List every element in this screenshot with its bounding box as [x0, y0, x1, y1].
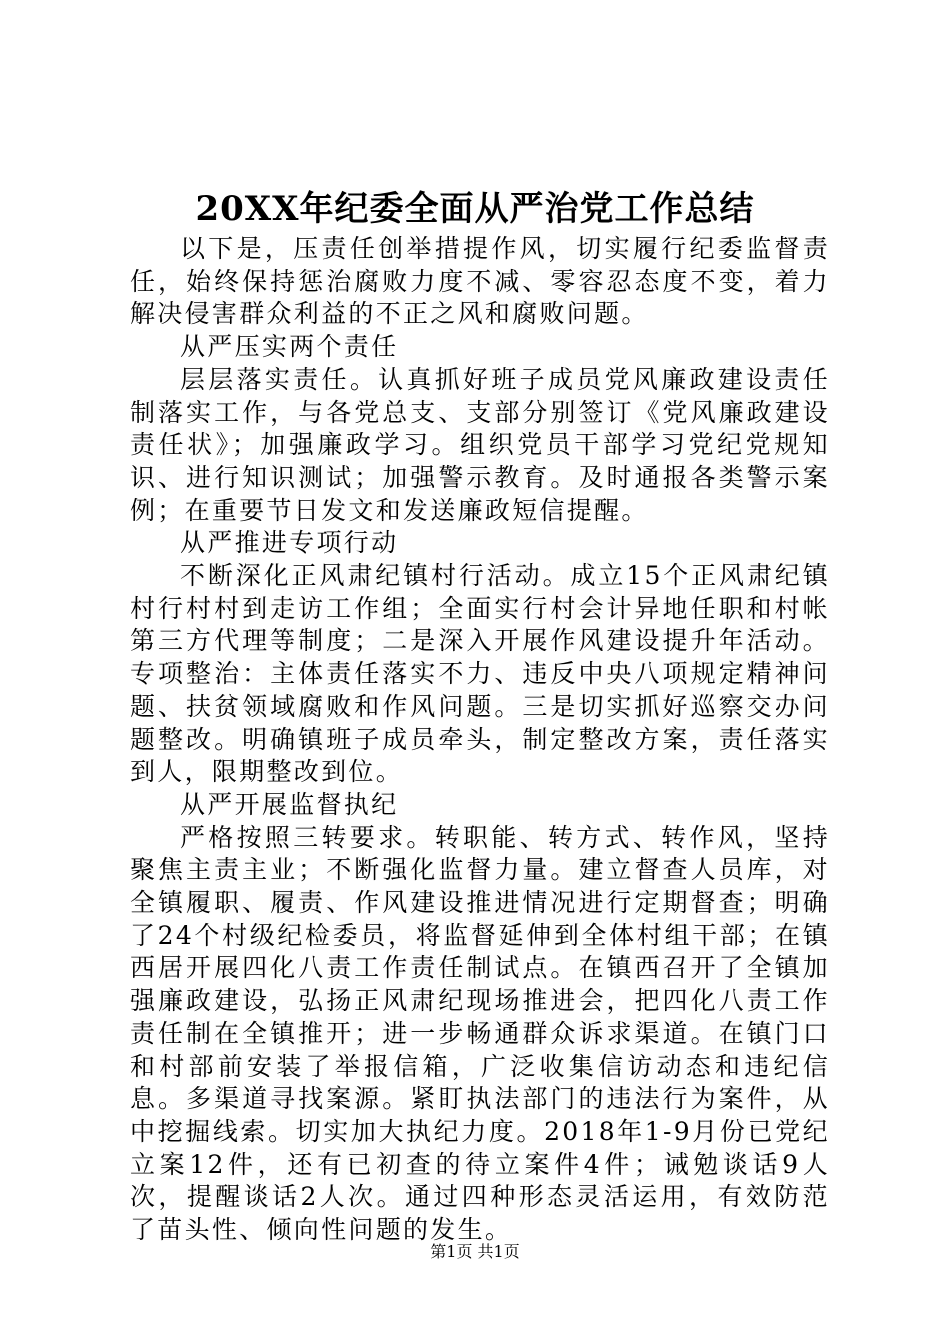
- section-heading-3: 从严开展监督执纪: [180, 789, 399, 819]
- page-footer: 第1页 共1页: [430, 1242, 520, 1261]
- section-body-2: 不断深化正风肃纪镇村行活动。成立15个正风肃纪镇村行村村到走访工作组；全面实行村会计异地任职和村帐第三方代理等制度；二是深入开展作风建设提升年活动。专项整治：主体责任落实不力、违反中央八项规定精神问题、扶贫领域腐败和作风问题。三是切实抓好巡察交办问题整改。明确镇班子成员牵头，制定整改方案，责任落实到人，限期整改到位。: [130, 561, 830, 787]
- section-body-1: 层层落实责任。认真抓好班子成员党风廉政建设责任制落实工作，与各党总支、支部分别签订《党风廉政建设责任状》；加强廉政学习。组织党员干部学习党纪党规知识、进行知识测试；加强警示教育。及时通报各类警示案例；在重要节日发文和发送廉政短信提醒。: [130, 364, 830, 525]
- document-title: 20XX年纪委全面从严治党工作总结: [195, 189, 755, 229]
- section-body-3: 严格按照三转要求。转职能、转方式、转作风，坚持聚焦主责主业；不断强化监督力量。建立督查人员库，对全镇履职、履责、作风建设推进情况进行定期督查；明确了24个村级纪检委员，将监督延伸到全体村组干部；在镇西居开展四化八责工作责任制试点。在镇西召开了全镇加强廉政建设，弘扬正风肃纪现场推进会，把四化八责工作责任制在全镇推开；进一步畅通群众诉求渠道。在镇门口和村部前安装了举报信箱，广泛收集信访动态和违纪信息。多渠道寻找案源。紧盯执法部门的违法行为案件，从中挖掘线索。切实加大执纪力度。2018年1-9月份已党纪立案12件，还有已初查的待立案件4件；诫勉谈话9人次，提醒谈话2人次。通过四种形态灵活运用，有效防范了苗头性、倾向性问题的发生。: [130, 822, 830, 1245]
- section-heading-1: 从严压实两个责任: [180, 332, 399, 362]
- section-heading-2: 从严推进专项行动: [180, 528, 399, 558]
- document-body: [130, 233, 830, 1247]
- intro-paragraph: 以下是，压责任创举措提作风，切实履行纪委监督责任，始终保持惩治腐败力度不减、零容忍态度不变，着力解决侵害群众利益的不正之风和腐败问题。: [130, 234, 830, 329]
